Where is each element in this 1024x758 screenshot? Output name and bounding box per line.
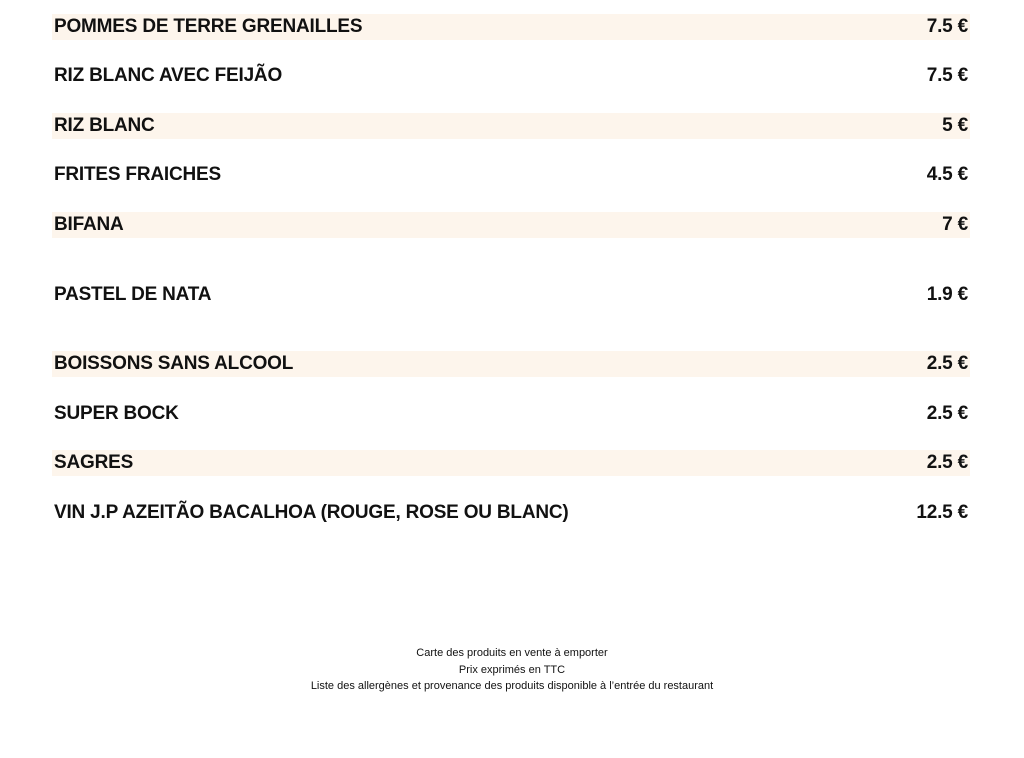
menu-item-price: 12.5 € <box>916 502 968 523</box>
menu-item-price: 1.9 € <box>926 284 968 305</box>
menu-item-name: BIFANA <box>54 214 124 235</box>
menu-item <box>52 500 970 526</box>
menu-item-price: 7.5 € <box>926 16 968 37</box>
menu-item-price: 2.5 € <box>926 403 968 424</box>
menu-item-price: 2.5 € <box>926 452 968 473</box>
menu-item <box>52 162 970 188</box>
menu-item <box>52 14 970 40</box>
footer-notes <box>0 645 1024 695</box>
menu-item-price: 4.5 € <box>926 164 968 185</box>
menu-item-name: PASTEL DE NATA <box>54 284 212 305</box>
menu-item <box>52 351 970 377</box>
takeaway-note: Carte des produits en vente à emporter <box>416 647 608 659</box>
menu-item-name: POMMES DE TERRE GRENAILLES <box>54 16 363 37</box>
menu-item <box>52 63 970 89</box>
menu-item <box>52 450 970 476</box>
menu-item-name: RIZ BLANC <box>54 115 155 136</box>
menu-item-name: VIN J.P AZEITÃO BACALHOA (ROUGE, ROSE OU BLANC) <box>54 502 569 523</box>
allergen-note: Liste des allergènes et provenance des produits disponible à l’entrée du restaurant <box>310 680 714 692</box>
menu-item-name: BOISSONS SANS ALCOOL <box>54 353 294 374</box>
menu-item-name: RIZ BLANC AVEC FEIJÃO <box>54 65 283 86</box>
menu-item <box>52 401 970 427</box>
menu-item-price: 7.5 € <box>926 65 968 86</box>
menu-item-name: SUPER BOCK <box>54 403 179 424</box>
menu-item <box>52 282 970 308</box>
menu-item-price: 5 € <box>942 115 968 136</box>
menu-item-price: 2.5 € <box>926 353 968 374</box>
tax-note: Prix exprimés en TTC <box>458 663 566 676</box>
menu-item-price: 7 € <box>942 214 968 235</box>
menu-item <box>52 212 970 238</box>
menu-item-name: SAGRES <box>54 452 134 473</box>
menu-item-name: FRITES FRAICHES <box>54 164 221 185</box>
menu-item <box>52 113 970 139</box>
